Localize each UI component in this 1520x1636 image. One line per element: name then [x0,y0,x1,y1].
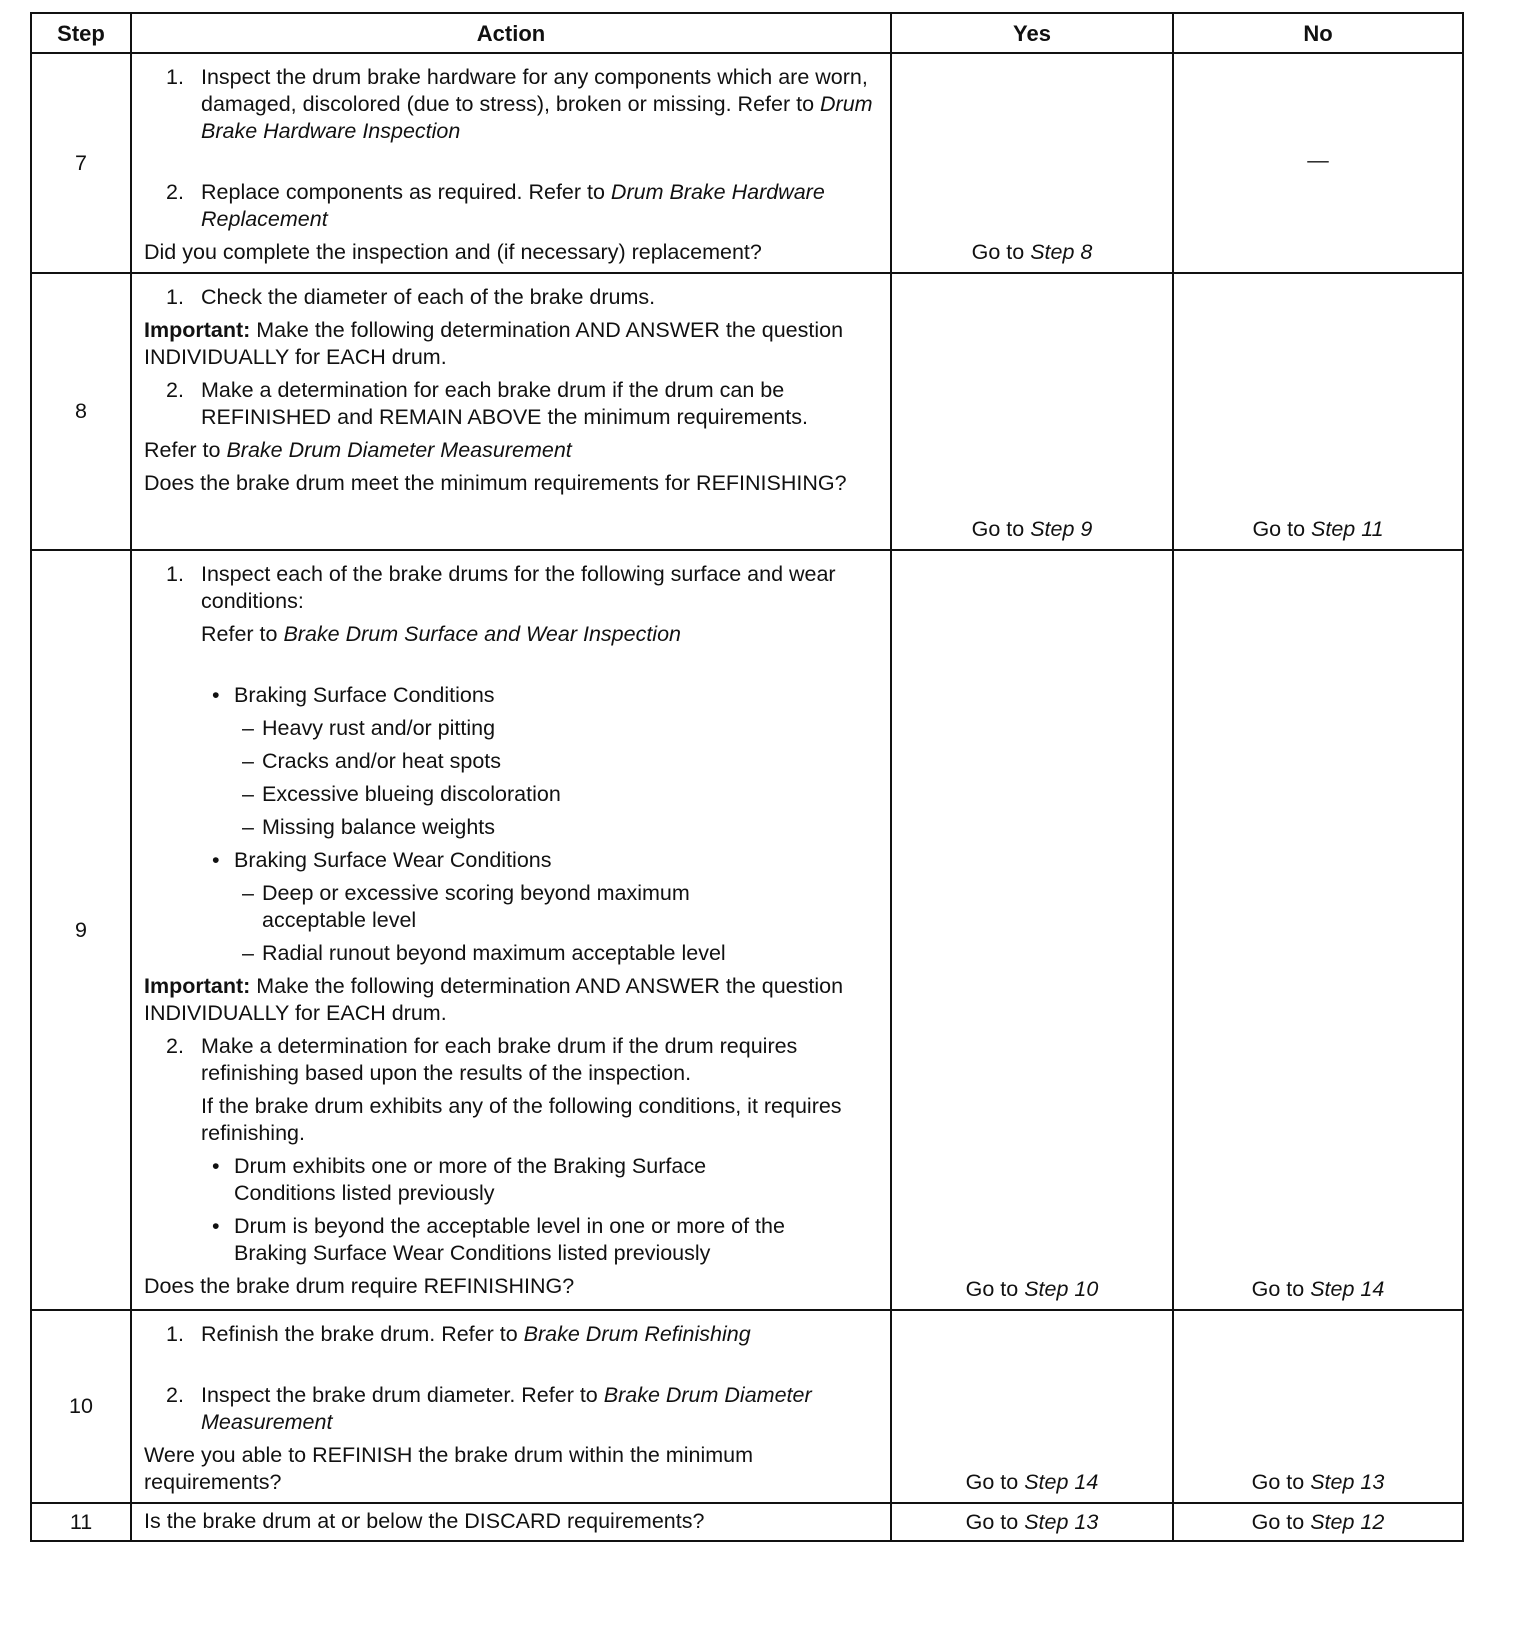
no-cell [1173,550,1463,1310]
dash-icon: – [242,716,254,740]
reference-link: Brake Drum Diameter Measurement [201,1383,812,1434]
refer-prefix: Refer to [201,622,284,646]
reference-link: Drum Brake Hardware Inspection [201,92,873,143]
important-label: Important: [144,974,251,998]
item-text: Inspect each of the brake drums for the following surface and wear conditions: [201,562,836,613]
refer-prefix: Refer to [144,438,227,462]
numbered-item [166,377,878,431]
item-number: 2. [166,1034,184,1058]
step-number: 8 [31,273,131,550]
dash-icon: – [242,881,254,905]
yes-cell [891,53,1173,273]
numbered-item [166,561,878,615]
bullet-icon: • [212,1154,220,1178]
important-label: Important: [144,318,251,342]
question-text: Does the brake drum require REFINISHING? [144,1274,575,1298]
bullet-item [212,1213,878,1267]
item-number: 2. [166,1383,184,1407]
dash-icon: – [242,782,254,806]
action-cell [131,1503,891,1541]
goto-step-ref: Step 10 [1024,1277,1099,1301]
item-number: 1. [166,285,184,309]
dash-icon: – [242,815,254,839]
dash-text: Missing balance weights [262,815,496,839]
header-action: Action [131,13,891,53]
yes-cell [891,550,1173,1310]
table-row-step-10 [31,1310,1463,1503]
dash-text: Radial runout beyond maximum acceptable level [262,941,726,965]
table-row-step-11 [31,1503,1463,1541]
goto-prefix: Go to [1251,1509,1311,1534]
item-text-body: Replace components as required. Refer to [201,180,611,204]
item-number: 1. [166,1322,184,1346]
numbered-item [166,284,878,311]
goto-prefix: Go to [965,1509,1025,1534]
item-number: 2. [166,378,184,402]
dash-text: Deep or excessive scoring beyond maximum acceptable level [262,881,690,932]
dash-item [242,748,878,775]
table-row-step-8 [31,273,1463,550]
numbered-item [166,1321,878,1348]
item-text-body: Inspect the brake drum diameter. Refer to [201,1383,604,1407]
item-number: 1. [166,562,184,586]
item-number: 1. [166,65,184,89]
bullet-text: Braking Surface Conditions [234,683,495,707]
bullet-icon: • [212,1214,220,1238]
bullet-text: Drum exhibits one or more of the Braking Surface Conditions listed previously [234,1154,707,1205]
reference-link: Drum Brake Hardware Replacement [201,180,825,231]
yes-cell [891,1503,1173,1541]
numbered-item [166,64,878,145]
numbered-item [166,1382,878,1436]
dash-item [242,814,878,841]
reference-link: Brake Drum Surface and Wear Inspection [283,622,681,646]
bullet-text: Braking Surface Wear Conditions [234,848,552,872]
goto-prefix: Go to [1251,1277,1311,1301]
goto-step-ref: Step 14 [1310,1277,1385,1301]
goto-prefix: Go to [965,1470,1025,1494]
action-cell [131,53,891,273]
goto-prefix: Go to [1251,1470,1311,1494]
yes-cell [891,273,1173,550]
goto-prefix: Go to [965,1277,1025,1301]
important-note [144,317,878,371]
bullet-icon: • [212,848,220,872]
dash-text: Heavy rust and/or pitting [262,716,496,740]
header-row [31,13,1463,53]
item-text-body: Refinish the brake drum. Refer to [201,1322,524,1346]
item-subtext: If the brake drum exhibits any of the following conditions, it requires refinishing. [201,1094,842,1145]
goto-prefix: Go to [971,517,1031,541]
step-number: 11 [31,1503,131,1541]
dash-item [242,781,878,808]
header-step: Step [31,13,131,53]
dash-icon: – [242,749,254,773]
item-number: 2. [166,180,184,204]
item-text: Make a determination for each brake drum if the drum can be REFINISHED and REMAIN ABOVE the minimum requirements. [201,378,808,429]
header-yes: Yes [891,13,1173,53]
question-text: Did you complete the inspection and (if necessary) replacement? [144,240,762,264]
step-number: 7 [31,53,131,273]
bullet-item [212,1153,878,1207]
dash-icon: – [242,941,254,965]
header-no: No [1173,13,1463,53]
action-cell [131,550,891,1310]
numbered-item [166,1033,878,1087]
goto-step-ref: Step 13 [1310,1470,1385,1494]
no-cell: — [1173,53,1463,273]
goto-step-ref: Step 14 [1024,1470,1099,1494]
item-text [201,64,878,145]
no-cell [1173,1310,1463,1503]
bullet-text: Drum is beyond the acceptable level in one or more of the Braking Surface Wear Conditions listed previously [234,1214,785,1265]
item-text [201,179,878,233]
goto-step-ref: Step 8 [1030,240,1093,264]
dash-text: Cracks and/or heat spots [262,749,502,773]
important-text: Make the following determination AND ANSWER the question INDIVIDUALLY for EACH drum. [144,318,844,369]
reference-link: Brake Drum Diameter Measurement [226,438,572,462]
question-text: Is the brake drum at or below the DISCARD requirements? [144,1509,705,1533]
step-number: 9 [31,550,131,1310]
question-text: Were you able to REFINISH the brake drum within the minimum requirements? [144,1443,754,1494]
no-cell [1173,273,1463,550]
goto-prefix: Go to [1252,517,1312,541]
item-text-body: Inspect the drum brake hardware for any components which are worn, damaged, discolored (due to stress), broken or missing. Refer to [201,65,868,116]
diagnostic-table [30,12,1464,1542]
bullet-item [212,847,878,874]
goto-step-ref: Step 11 [1311,517,1384,541]
dash-item [242,940,878,967]
numbered-item [166,179,878,233]
yes-cell [891,1310,1173,1503]
item-text: Make a determination for each brake drum if the drum requires refinishing based upon the results of the inspection. [201,1034,798,1085]
refer-note [144,437,878,464]
question-text: Does the brake drum meet the minimum requirements for REFINISHING? [144,471,847,495]
dash-item [242,880,878,934]
important-note [144,973,878,1027]
bullet-item [212,682,878,709]
step-number: 10 [31,1310,131,1503]
item-text [201,1382,878,1436]
dash-text: Excessive blueing discoloration [262,782,561,806]
item-text: Check the diameter of each of the brake drums. [201,285,656,309]
goto-step-ref: Step 12 [1310,1509,1385,1534]
refer-note [201,621,878,648]
table-row-step-7 [31,53,1463,273]
goto-step-ref: Step 9 [1030,517,1093,541]
goto-prefix: Go to [971,240,1031,264]
table-row-step-9 [31,550,1463,1310]
action-cell [131,1310,891,1503]
item-text [201,1321,878,1348]
action-cell [131,273,891,550]
reference-link: Brake Drum Refinishing [523,1322,751,1346]
bullet-icon: • [212,683,220,707]
goto-step-ref: Step 13 [1024,1509,1099,1534]
no-cell [1173,1503,1463,1541]
dash-item [242,715,878,742]
important-text: Make the following determination AND ANSWER the question INDIVIDUALLY for EACH drum. [144,974,844,1025]
